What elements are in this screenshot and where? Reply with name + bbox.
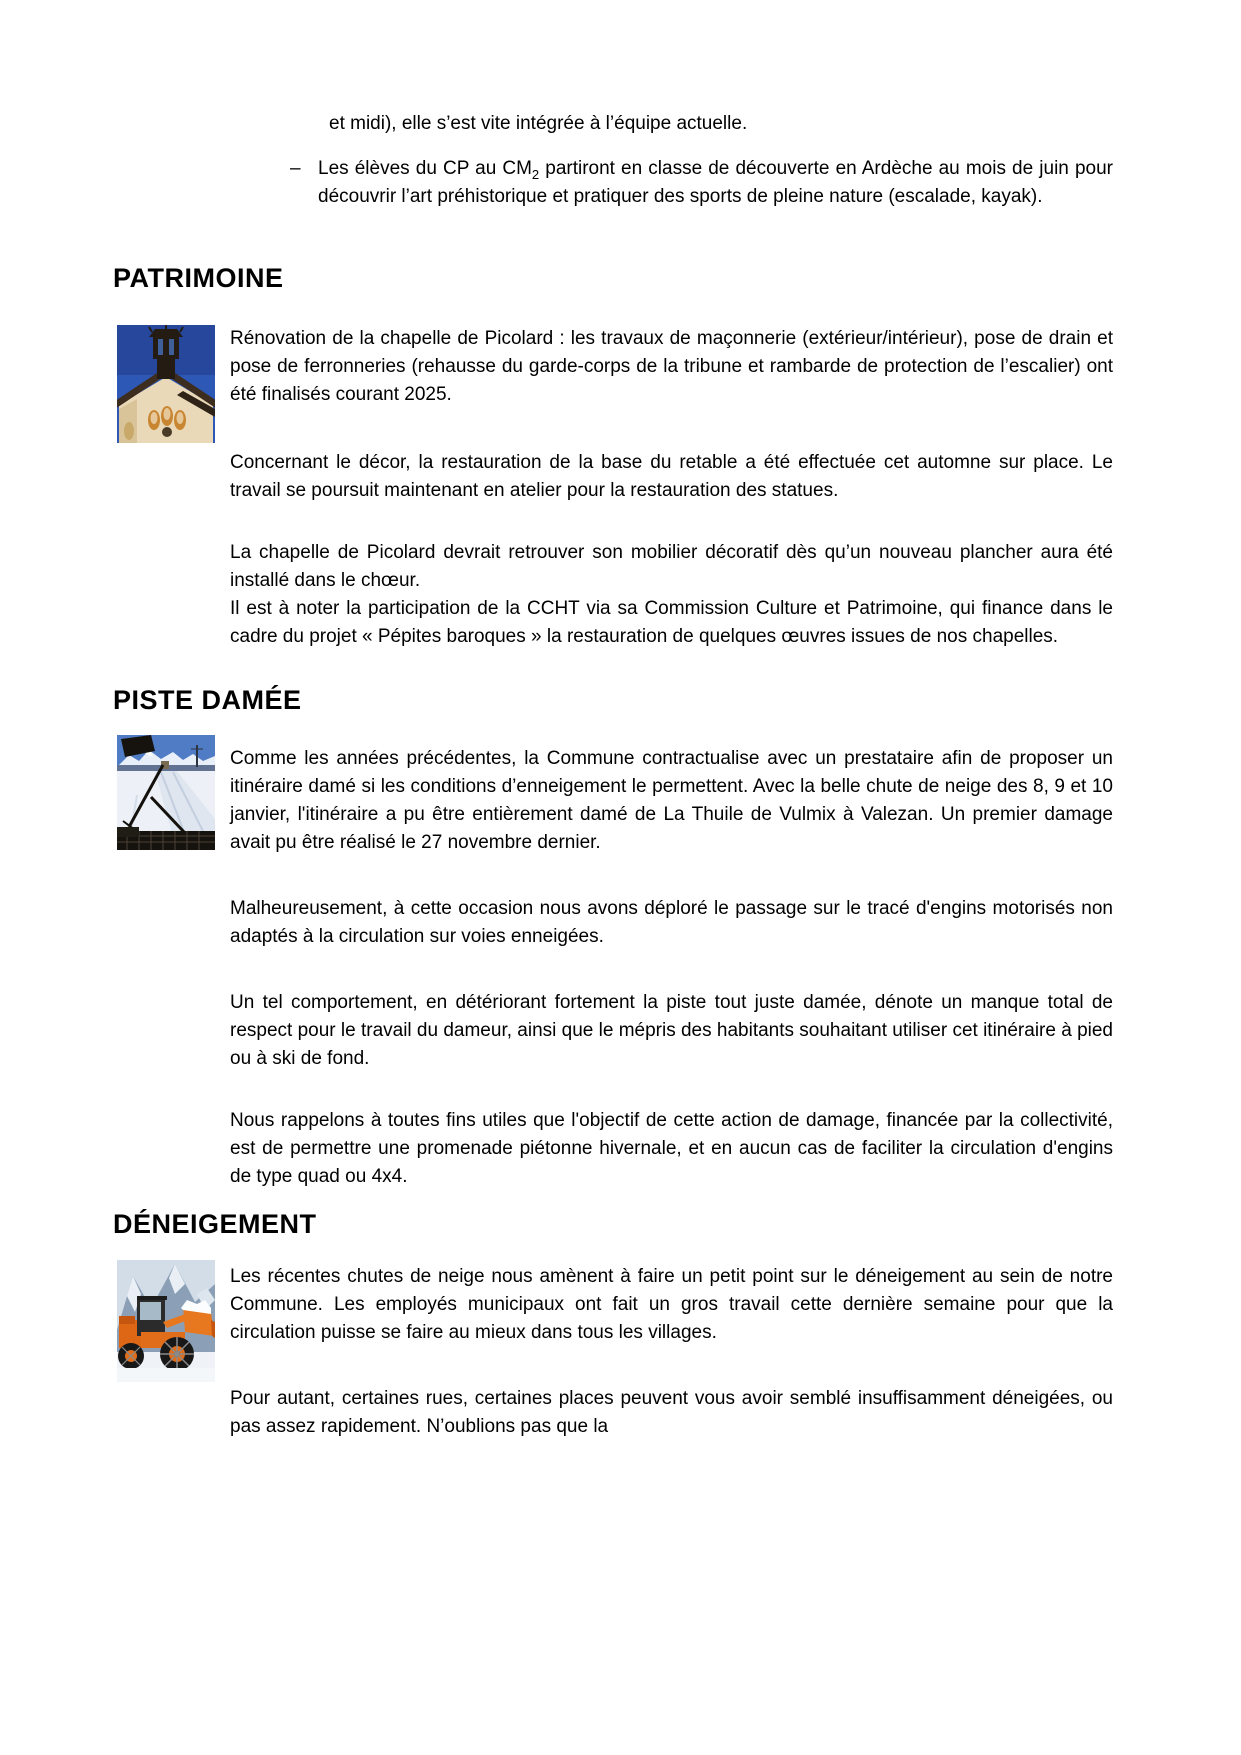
bullet-text-after-subscript: partiront en classe de découverte en Ardèche au mois de juin pour découvrir l’art préhistorique et pratiquer des sports de pleine nature (escalade, kayak).	[318, 158, 1113, 207]
intro-continuation-text: et midi), elle s’est vite intégrée à l’équipe actuelle.	[329, 113, 748, 134]
paragraph: Malheureusement, à cette occasion nous avons déploré le passage sur le tracé d'engins motorisés non adaptés à la circulation sur voies enneigées.	[230, 898, 1113, 947]
section-deneigement	[113, 1263, 1113, 1441]
section-heading-deneigement: DÉNEIGEMENT	[113, 1209, 317, 1239]
section-heading-piste-damee: PISTE DAMÉE	[113, 685, 302, 715]
paragraph: Les récentes chutes de neige nous amènent à faire un petit point sur le déneigement au sein de notre Commune. Les employés municipaux ont fait un gros travail cette dernière semaine pour que la circulation puisse se faire au mieux dans tous les villages.	[230, 1266, 1113, 1343]
snowplow-photo	[117, 1260, 215, 1382]
paragraph: Concernant le décor, la restauration de la base du retable a été effectuée cet automne sur place. Le travail se poursuit maintenant en atelier pour la restauration des statues.	[230, 452, 1113, 501]
section-piste-damee	[113, 745, 1113, 1191]
subscript-2: 2	[531, 166, 540, 182]
bullet-dash: –	[290, 158, 301, 179]
paragraph: Il est à noter la participation de la CCHT via sa Commission Culture et Patrimoine, qui finance dans le cadre du projet « Pépites baroques » la restauration de quelques œuvres issues de nos chapelles.	[230, 598, 1113, 647]
chapel-photo	[117, 325, 215, 443]
paragraph: Nous rappelons à toutes fins utiles que l'objectif de cette action de damage, financée par la collectivité, est de permettre une promenade piétonne hivernale, et en aucun cas de faciliter la circulation d'engins de type quad ou 4x4.	[230, 1110, 1113, 1187]
groomed-trail-photo	[117, 735, 215, 850]
list-item	[113, 155, 1113, 211]
bullet-text-before-subscript: Les élèves du CP au CM	[318, 158, 532, 179]
section-heading-patrimoine: PATRIMOINE	[113, 263, 284, 293]
paragraph: Rénovation de la chapelle de Picolard : les travaux de maçonnerie (extérieur/intérieur), pose de drain et pose de ferronneries (rehausse du garde-corps de la tribune et rambarde de protection de l’escalier) ont été finalisés courant 2025.	[230, 328, 1113, 405]
paragraph: Comme les années précédentes, la Commune contractualise avec un prestataire afin de proposer un itinéraire damé si les conditions d’enneigement le permettent. Avec la belle chute de neige des 8, 9 et 10 janvier, l'itinéraire a pu être entièrement damé de La Thuile de Vulmix à Valezan. Un premier damage avait pu être réalisé le 27 novembre dernier.	[230, 748, 1113, 853]
bullet-text	[318, 155, 1113, 211]
paragraph: Pour autant, certaines rues, certaines places peuvent vous avoir semblé insuffisamment déneigées, ou pas assez rapidement. N’oublions pas que la	[230, 1388, 1113, 1437]
paragraph: La chapelle de Picolard devrait retrouver son mobilier décoratif dès qu’un nouveau plancher aura été installé dans le chœur.	[230, 542, 1113, 591]
section-patrimoine	[113, 325, 1113, 651]
paragraph: Un tel comportement, en détériorant fortement la piste tout juste damée, dénote un manque total de respect pour le travail du dameur, ainsi que le mépris des habitants souhaitant utiliser cet itinéraire à pied ou à ski de fond.	[230, 992, 1113, 1069]
